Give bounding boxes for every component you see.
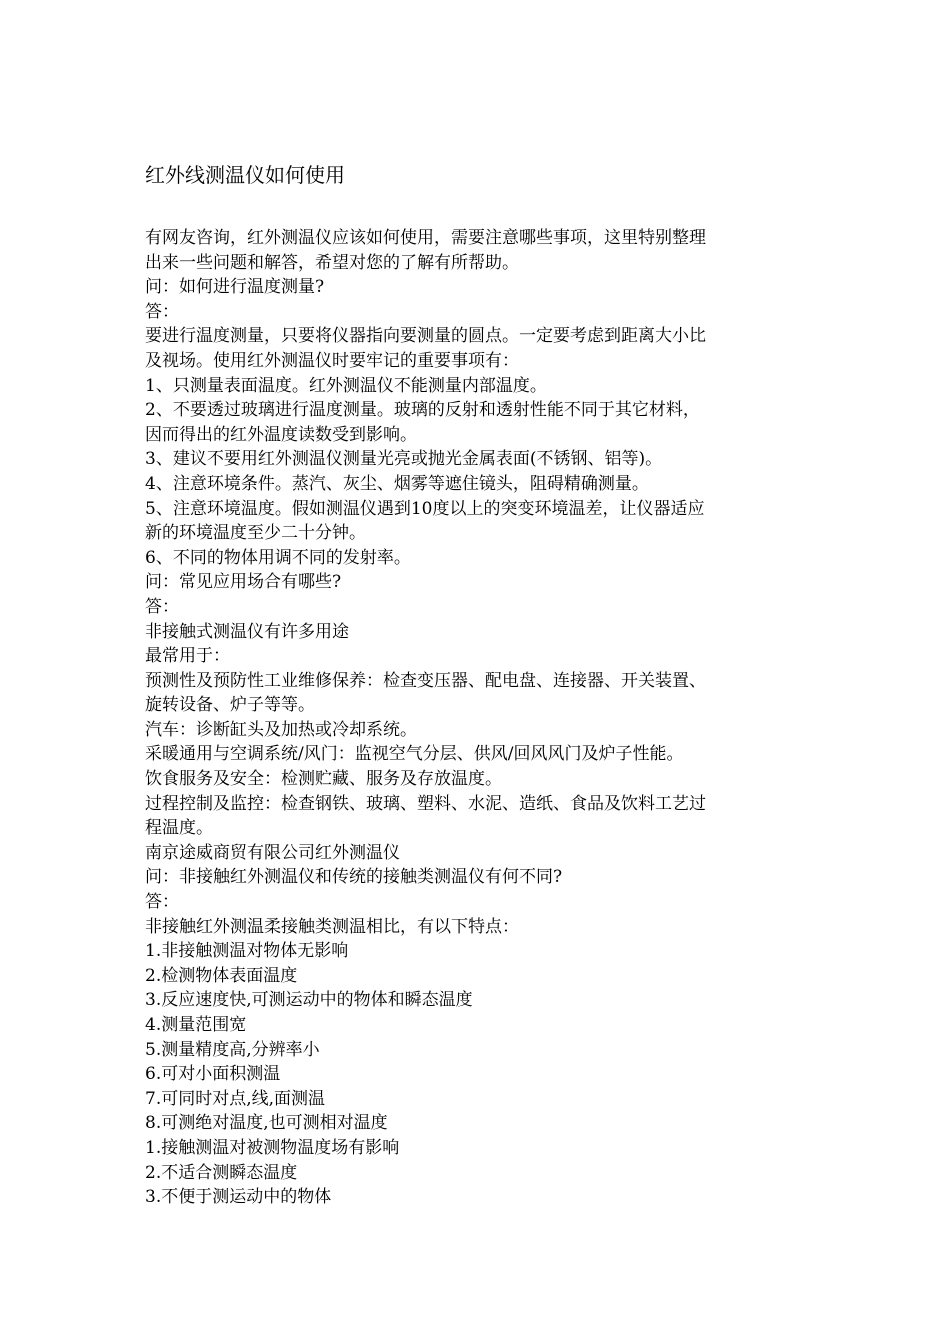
- answer-label: 答：: [145, 596, 179, 617]
- body-line: 汽车：诊断缸头及加热或冷却系统。: [145, 719, 417, 740]
- page-title: 红外线测温仪如何使用: [145, 163, 345, 187]
- body-line: 有网友咨询，红外测温仪应该如何使用，需要注意哪些事项，这里特别整理: [145, 228, 706, 248]
- list-item: 5.测量精度高,分辨率小: [145, 1039, 320, 1060]
- question-line: 问：如何进行温度测量?: [145, 277, 325, 298]
- list-item: 2.不适合测瞬态温度: [145, 1162, 298, 1183]
- list-item: 2.检测物体表面温度: [145, 965, 298, 986]
- list-item: 1.非接触测温对物体无影响: [145, 941, 349, 962]
- document-body: [145, 226, 785, 1210]
- list-item: 6、不同的物体用调不同的发射率。: [145, 547, 411, 568]
- list-item-continuation: 因而得出的红外温度读数受到影响。: [145, 424, 417, 445]
- body-line: 非接触式测温仪有许多用途: [145, 621, 349, 642]
- question-line: 问：非接触红外测温仪和传统的接触类测温仪有何不同?: [145, 867, 563, 888]
- list-item: 7.可同时对点,线,面测温: [145, 1088, 326, 1109]
- list-item: 1、只测量表面温度。红外测温仪不能测量内部温度。: [145, 375, 547, 396]
- answer-label: 答：: [145, 301, 179, 322]
- list-item: 3、建议不要用红外测温仪测量光亮或抛光金属表面(不锈钢、铝等)。: [145, 449, 663, 470]
- body-line: 过程控制及监控：检查钢铁、玻璃、塑料、水泥、造纸、食品及饮料工艺过: [145, 793, 706, 814]
- list-item: 8.可测绝对温度,也可测相对温度: [145, 1113, 388, 1134]
- body-line: 最常用于：: [145, 646, 230, 667]
- list-item: 4、注意环境条件。蒸汽、灰尘、烟雾等遮住镜头，阻碍精确测量。: [145, 473, 649, 494]
- body-line: 饮食服务及安全：检测贮藏、服务及存放温度。: [145, 769, 502, 790]
- company-line: 南京途威商贸有限公司红外测温仪: [145, 842, 400, 863]
- body-line: 出来一些问题和解答，希望对您的了解有所帮助。: [145, 252, 519, 273]
- list-item: 3.反应速度快,可测运动中的物体和瞬态温度: [145, 990, 473, 1011]
- body-line: 采暖通用与空调系统/风门：监视空气分层、供风/回风风门及炉子性能。: [145, 744, 684, 765]
- body-line: 非接触红外测温柔接触类测温相比，有以下特点：: [145, 916, 519, 937]
- list-item-continuation: 新的环境温度至少二十分钟。: [145, 523, 366, 544]
- body-line: 预测性及预防性工业维修保养：检查变压器、配电盘、连接器、开关装置、: [145, 670, 706, 691]
- list-item: 4.测量范围宽: [145, 1015, 247, 1035]
- list-item: 1.接触测温对被测物温度场有影响: [145, 1137, 400, 1158]
- question-line: 问：常见应用场合有哪些?: [145, 572, 342, 593]
- body-line: 要进行温度测量，只要将仪器指向要测量的圆点。一定要考虑到距离大小比: [145, 326, 706, 347]
- body-line: 及视场。使用红外测温仪时要牢记的重要事项有：: [145, 350, 519, 371]
- body-line: 旋转设备、炉子等等。: [145, 695, 315, 716]
- list-item: 2、不要透过玻璃进行温度测量。玻璃的反射和透射性能不同于其它材料，: [145, 400, 700, 421]
- list-item: 5、注意环境温度。假如测温仪遇到10度以上的突变环境温差，让仪器适应: [145, 498, 705, 519]
- list-item: 6.可对小面积测温: [145, 1064, 281, 1085]
- body-line: 程温度。: [145, 818, 213, 839]
- list-item: 3.不便于测运动中的物体: [145, 1187, 332, 1208]
- answer-label: 答：: [145, 892, 179, 913]
